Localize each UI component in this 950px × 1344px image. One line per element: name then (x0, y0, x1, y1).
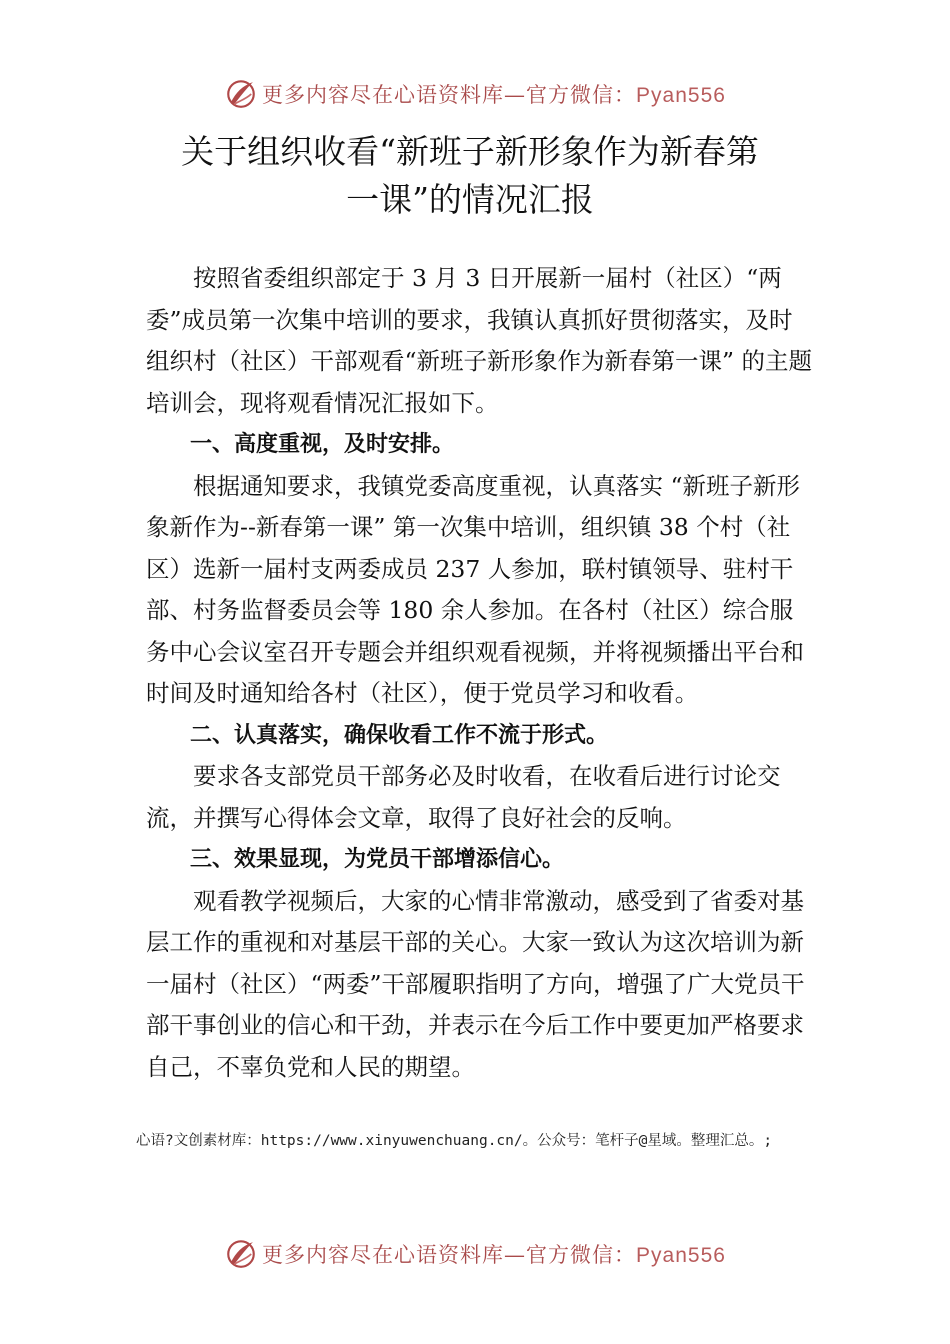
section-heading-1: 一、高度重视，及时安排。 (190, 432, 455, 457)
feather-swirl-logo (224, 1237, 258, 1271)
wechat-handle: Pyan556 (636, 84, 726, 107)
footer-banner (0, 1234, 950, 1274)
source-note: 心语?文创素材库：https://www.xinyuwenchuang.cn/。公众号：笔杆子@星域。整理汇总。; (136, 1133, 773, 1149)
paragraph-section-1: 根据通知要求，我镇党委高度重视，认真落实 “新班子新形象新作为--新春第一课” 第一次集中培训，组织镇 38 个村（社区）选新一届村支两委成员 237 人参加，联村镇领导、驻村干部、村务监督委员会等 180 余人参加。在各村（社区）综合服务中心会议室召开专题会并组织观看视频，并将视频播出平台和时间及时通知给各村（社区），便于党员学习和收看。 (146, 471, 804, 707)
document-title (120, 128, 820, 224)
title-line-1: 关于组织收看“新班子新形象作为新春第 (181, 132, 759, 171)
banner-text: 更多内容尽在心语资料库—官方微信：Pyan556 (262, 1243, 726, 1267)
section-heading-2: 二、认真落实，确保收看工作不流于形式。 (190, 722, 609, 748)
paragraph-section-3: 观看教学视频后，大家的心情非常激动，感受到了省委对基层工作的重视和对基层干部的关心。大家一致认为这次培训为新一届村（社区）“两委”干部履职指明了方向，增强了广大党员干部干事创业的信心和干劲，并表示在今后工作中要更加严格要求自己，不辜负党和人民的期望。 (146, 886, 805, 1081)
title-line-2: 一课”的情况汇报 (346, 180, 594, 219)
header-banner (0, 74, 950, 114)
document-body (146, 258, 814, 1088)
feather-swirl-logo (224, 77, 258, 111)
paragraph-section-2: 要求各支部党员干部务必及时收看，在收看后进行讨论交流，并撰写心得体会文章，取得了良好社会的反响。 (146, 762, 781, 832)
wechat-handle: Pyan556 (636, 1244, 726, 1267)
paragraph-intro: 按照省委组织部定于 3 月 3 日开展新一届村（社区）“两委”成员第一次集中培训的要求，我镇认真抓好贯彻落实，及时组织村（社区）干部观看“新班子新形象作为新春第一课” 的主题培训会，现将观看情况汇报如下。 (146, 264, 812, 417)
section-heading-3: 三、效果显现，为党员干部增添信心。 (190, 847, 565, 872)
banner-text: 更多内容尽在心语资料库—官方微信：Pyan556 (262, 83, 726, 107)
